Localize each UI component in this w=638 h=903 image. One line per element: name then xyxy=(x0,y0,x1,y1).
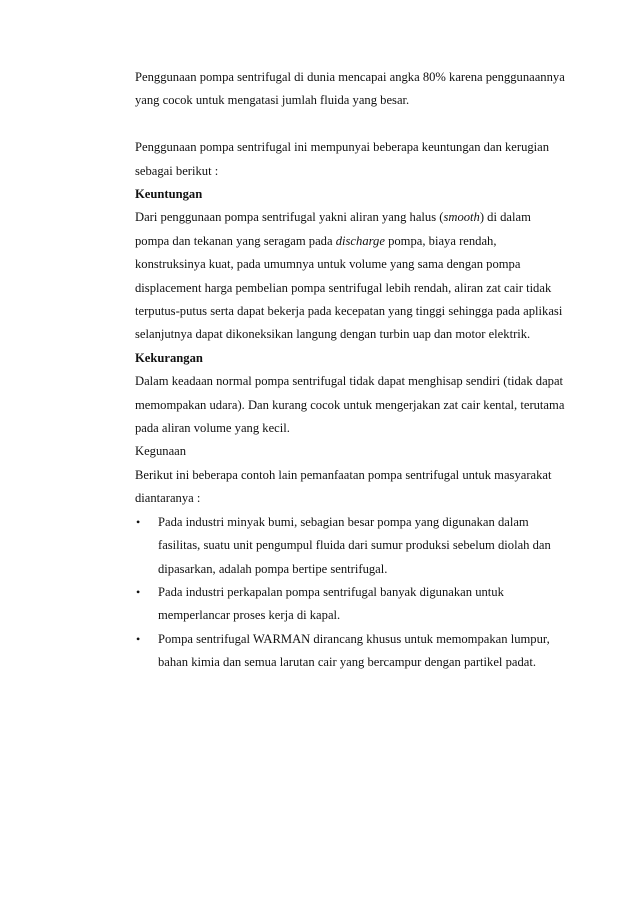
paragraph-keuntungan xyxy=(135,206,565,346)
keuntungan-discharge: discharge xyxy=(335,233,385,248)
paragraph-kegunaan-intro: Berikut ini beberapa contoh lain pemanfaatan pompa sentrifugal untuk masyarakat diantaranya : xyxy=(135,467,552,506)
paragraph-intro: Penggunaan pompa sentrifugal di dunia mencapai angka 80% karena penggunaannya yang cocok untuk mengatasi jumlah fluida yang besar. xyxy=(135,70,565,108)
bullet-icon: • xyxy=(136,514,141,529)
keuntungan-smooth: smooth xyxy=(443,210,480,225)
paragraph-gap xyxy=(135,113,565,136)
list-item xyxy=(135,628,565,675)
list-item xyxy=(135,511,565,581)
heading-keuntungan: Keuntungan xyxy=(135,187,203,202)
paragraph-advantages-disadvantages: Penggunaan pompa sentrifugal ini mempunyai beberapa keuntungan dan kerugian sebagai berikut : xyxy=(135,140,550,178)
list-item-text: Pada industri perkapalan pompa sentrifugal banyak digunakan untuk memperlancar proses kerja di kapal. xyxy=(158,584,504,623)
bullet-icon: • xyxy=(136,584,141,599)
document-body xyxy=(135,66,565,675)
list-item xyxy=(135,581,565,628)
keuntungan-text-2: ) di dalam pompa dan tekanan yang seragam pada xyxy=(135,210,531,248)
heading-kekurangan: Kekurangan xyxy=(135,350,203,365)
paragraph-kekurangan: Dalam keadaan normal pompa sentrifugal tidak dapat menghisap sendiri (tidak dapat memompakan udara). Dan kurang cocok untuk mengerjakan zat cair kental, terutama pada aliran volume yang kecil. xyxy=(135,374,565,436)
list-item-text: Pompa sentrifugal WARMAN dirancang khusus untuk memompakan lumpur, bahan kimia dan semua larutan cair yang bercampur dengan partikel padat. xyxy=(158,631,550,670)
bullet-icon: • xyxy=(136,631,141,646)
keuntungan-text-3: pompa, biaya rendah, konstruksinya kuat, pada umumnya untuk volume yang sama dengan pompa displacement harga pembelian pompa sentrifugal lebih rendah, aliran zat cair tidak terputus-putus serta dapat bekerja pada kecepatan yang tinggi sehingga pada aplikasi selanjutnya dapat dikoneksikan langung dengan turbin uap dan motor elektrik. xyxy=(135,233,563,342)
list-item-text: Pada industri minyak bumi, sebagian besar pompa yang digunakan dalam fasilitas, suatu unit pengumpul fluida dari sumur produksi sebelum diolah dan dipasarkan, adalah pompa bertipe sentrifugal. xyxy=(158,514,551,576)
keuntungan-text-1: Dari penggunaan pompa sentrifugal yakni aliran yang halus ( xyxy=(135,210,444,225)
heading-kegunaan: Kegunaan xyxy=(135,444,187,459)
kegunaan-list xyxy=(135,511,565,675)
